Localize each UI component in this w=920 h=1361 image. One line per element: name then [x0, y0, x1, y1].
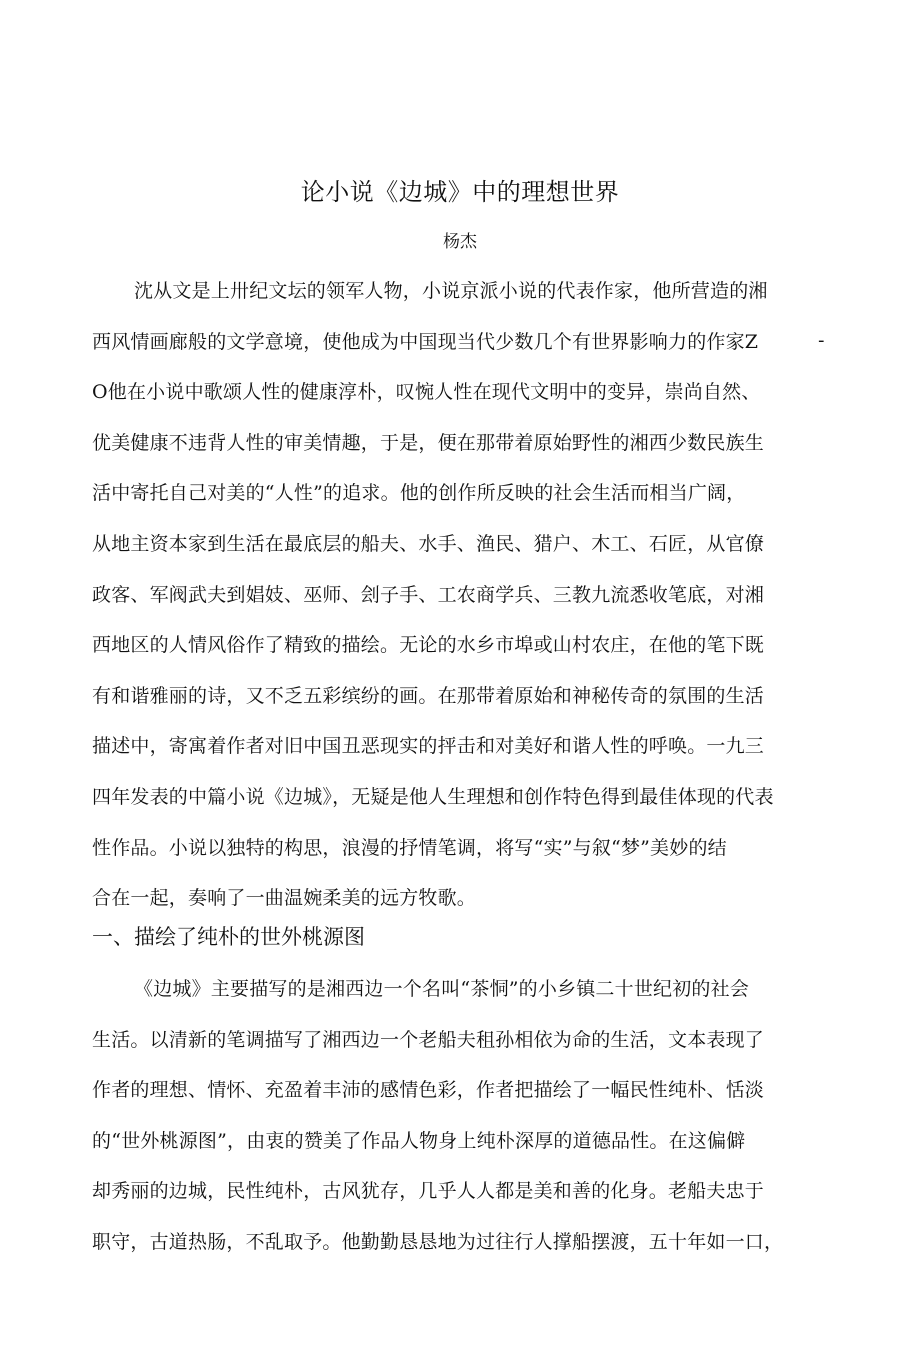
text-line: 西风情画廊般的文学意境，使他成为中国现当代少数几个有世界影响力的作家Z	[92, 330, 759, 353]
document-title: 论小说《边城》中的理想世界	[300, 178, 620, 206]
text-line: 西地区的人情风俗作了精致的描绘。无论的水乡市埠或山村农庄，在他的笔下既	[92, 634, 765, 657]
text-line: 优美健康不违背人性的审美情趣，于是，便在那带着原始野性的湘西少数民族生	[92, 431, 765, 454]
paragraph-intro	[92, 266, 832, 924]
text-line: 政客、军阀武夫到娼妓、巫师、刽子手、工农商学兵、三教九流悉收笔底，对湘	[92, 583, 765, 606]
text-line: 合在一起，奏响了一曲温婉柔美的远方牧歌。	[92, 887, 477, 910]
text-line: 活中寄托自己对美的“人性”的追求。他的创作所反映的社会生活而相当广阔，	[92, 482, 746, 505]
text-line: 四年发表的中篇小说《边城》，无疑是他人生理想和创作特色得到最佳体现的代表	[92, 785, 774, 808]
text-line: 作者的理想、情怀、充盈着丰沛的感情色彩，作者把描绘了一幅民性纯朴、恬淡	[92, 1079, 765, 1102]
text-line: 描述中，寄寓着作者对旧中国丑恶现实的抨击和对美好和谐人性的呼唤。一九三	[92, 735, 765, 758]
paragraph-section1	[92, 964, 832, 1268]
document-author: 杨杰	[443, 232, 477, 252]
margin-mark: -	[818, 330, 825, 351]
section-heading: 一、描绘了纯朴的世外桃源图	[92, 925, 365, 949]
text-line: 性作品。小说以独特的构思，浪漫的抒情笔调，将写“实”与叙“梦”美妙的结	[92, 836, 727, 859]
text-line: 有和谐雅丽的诗，又不乏五彩缤纷的画。在那带着原始和神秘传奇的氛围的生活	[92, 684, 765, 707]
text-line: 的“世外桃源图”，由衷的赞美了作品人物身上纯朴深厚的道德品性。在这偏僻	[92, 1129, 746, 1152]
text-line: 生活。以清新的笔调描写了湘西边一个老船夫租孙相依为命的生活，文本表现了	[92, 1028, 765, 1051]
text-line: 职守，古道热肠，不乱取予。他勤勤恳恳地为过往行人撑船摆渡，五十年如一口，	[92, 1230, 784, 1253]
text-line: O他在小说中歌颂人性的健康淳朴，叹惋人性在现代文明中的变异，崇尚自然、	[92, 381, 761, 404]
text-line: 却秀丽的边城，民性纯朴，古风犹存，几乎人人都是美和善的化身。老船夫忠于	[92, 1180, 765, 1203]
text-line: 从地主资本家到生活在最底层的船夫、水手、渔民、猎户、木工、石匠，从官僚	[92, 532, 765, 555]
text-line: 沈从文是上卅纪文坛的领军人物，小说京派小说的代表作家，他所营造的湘	[134, 280, 768, 302]
text-line: 《边城》主要描写的是湘西边一个名叫“茶恫”的小乡镇二十世纪初的社会	[134, 978, 750, 1000]
